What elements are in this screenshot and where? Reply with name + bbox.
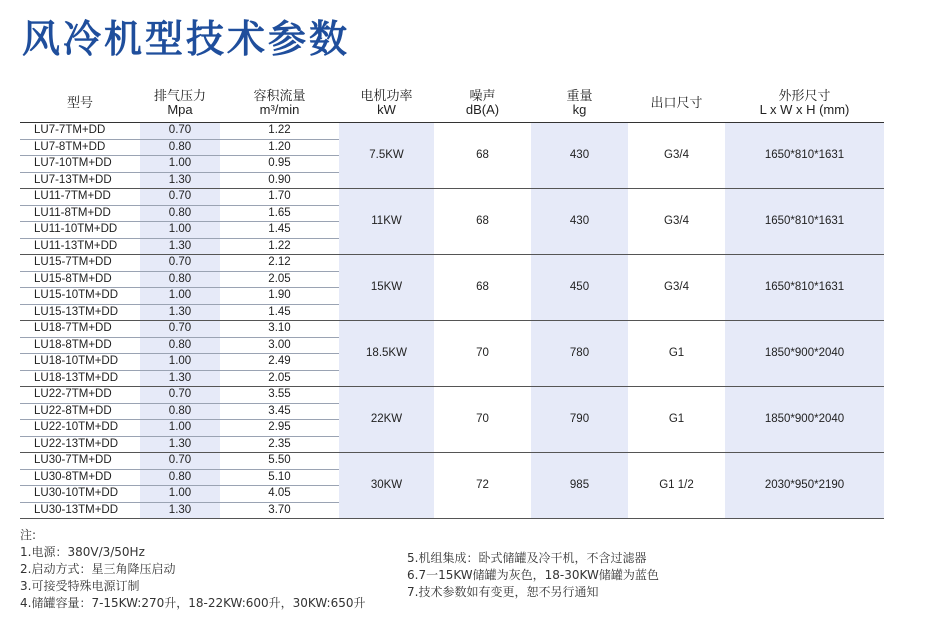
flow-cell: 5.50 — [220, 453, 339, 470]
flow-cell: 2.12 — [220, 255, 339, 272]
model-cell: LU11-13TM+DD — [20, 238, 140, 255]
dimensions-cell: 1650*810*1631 — [725, 255, 884, 321]
model-cell: LU7-8TM+DD — [20, 139, 140, 156]
flow-cell: 3.70 — [220, 502, 339, 519]
page-title: 风冷机型技术参数 — [22, 17, 351, 61]
model-cell: LU22-8TM+DD — [20, 403, 140, 420]
table-row — [20, 123, 884, 140]
outlet-cell: G3/4 — [628, 123, 725, 189]
model-cell: LU7-10TM+DD — [20, 156, 140, 173]
outlet-cell: G3/4 — [628, 189, 725, 255]
header-noise: 噪声 dB(A) — [434, 84, 531, 123]
pressure-cell: 0.70 — [140, 123, 220, 140]
pressure-cell: 1.00 — [140, 156, 220, 173]
model-cell: LU11-7TM+DD — [20, 189, 140, 206]
weight-cell: 790 — [531, 387, 628, 453]
header-flow: 容积流量 m³/min — [220, 84, 339, 123]
note-item: 7.技术参数如有变更，恕不另行通知 — [407, 585, 599, 599]
noise-cell: 68 — [434, 255, 531, 321]
note-item: 1.电源：380V/3/50Hz — [20, 545, 145, 559]
flow-cell: 3.10 — [220, 321, 339, 338]
note-item: 2.启动方式：星三角降压启动 — [20, 562, 176, 576]
pressure-cell: 0.70 — [140, 387, 220, 404]
header-row — [20, 84, 884, 123]
notes-right — [407, 550, 659, 601]
flow-cell: 1.22 — [220, 238, 339, 255]
pressure-cell: 1.00 — [140, 420, 220, 437]
model-cell: LU22-10TM+DD — [20, 420, 140, 437]
model-cell: LU18-7TM+DD — [20, 321, 140, 338]
table-row — [20, 387, 884, 404]
header-pressure: 排气压力 Mpa — [140, 84, 220, 123]
note-item: 5.机组集成：卧式储罐及冷干机，不含过滤器 — [407, 551, 647, 565]
flow-cell: 4.05 — [220, 486, 339, 503]
dimensions-cell: 1850*900*2040 — [725, 321, 884, 387]
pressure-cell: 0.70 — [140, 255, 220, 272]
weight-cell: 450 — [531, 255, 628, 321]
flow-cell: 1.45 — [220, 222, 339, 239]
outlet-cell: G1 1/2 — [628, 453, 725, 519]
flow-cell: 2.49 — [220, 354, 339, 371]
pressure-cell: 0.80 — [140, 469, 220, 486]
model-cell: LU30-13TM+DD — [20, 502, 140, 519]
table-row — [20, 321, 884, 338]
dimensions-cell: 2030*950*2190 — [725, 453, 884, 519]
header-dimensions: 外形尺寸 L x W x H (mm) — [725, 84, 884, 123]
pressure-cell: 1.00 — [140, 288, 220, 305]
flow-cell: 2.05 — [220, 271, 339, 288]
power-cell: 22KW — [339, 387, 434, 453]
noise-cell: 72 — [434, 453, 531, 519]
outlet-cell: G1 — [628, 387, 725, 453]
pressure-cell: 0.80 — [140, 271, 220, 288]
flow-cell: 1.90 — [220, 288, 339, 305]
pressure-cell: 0.80 — [140, 337, 220, 354]
flow-cell: 1.20 — [220, 139, 339, 156]
dimensions-cell: 1850*900*2040 — [725, 387, 884, 453]
model-cell: LU7-7TM+DD — [20, 123, 140, 140]
flow-cell: 5.10 — [220, 469, 339, 486]
outlet-cell: G3/4 — [628, 255, 725, 321]
flow-cell: 0.95 — [220, 156, 339, 173]
model-cell: LU11-8TM+DD — [20, 205, 140, 222]
pressure-cell: 1.30 — [140, 370, 220, 387]
power-cell: 15KW — [339, 255, 434, 321]
model-cell: LU30-10TM+DD — [20, 486, 140, 503]
weight-cell: 780 — [531, 321, 628, 387]
flow-cell: 3.00 — [220, 337, 339, 354]
model-cell: LU22-13TM+DD — [20, 436, 140, 453]
notes-left — [20, 527, 365, 612]
notes-heading: 注: — [20, 528, 37, 542]
pressure-cell: 0.80 — [140, 139, 220, 156]
model-cell: LU22-7TM+DD — [20, 387, 140, 404]
pressure-cell: 1.30 — [140, 502, 220, 519]
weight-cell: 985 — [531, 453, 628, 519]
pressure-cell: 0.70 — [140, 321, 220, 338]
model-cell: LU7-13TM+DD — [20, 172, 140, 189]
flow-cell: 3.55 — [220, 387, 339, 404]
flow-cell: 2.05 — [220, 370, 339, 387]
model-cell: LU15-7TM+DD — [20, 255, 140, 272]
spec-table — [20, 84, 884, 519]
table-row — [20, 453, 884, 470]
note-item: 3.可接受特殊电源订制 — [20, 579, 140, 593]
noise-cell: 68 — [434, 189, 531, 255]
model-cell: LU15-10TM+DD — [20, 288, 140, 305]
dimensions-cell: 1650*810*1631 — [725, 189, 884, 255]
pressure-cell: 0.80 — [140, 205, 220, 222]
flow-cell: 1.45 — [220, 304, 339, 321]
header-model: 型号 — [20, 84, 140, 123]
flow-cell: 1.70 — [220, 189, 339, 206]
power-cell: 18.5KW — [339, 321, 434, 387]
model-cell: LU18-8TM+DD — [20, 337, 140, 354]
model-cell: LU11-10TM+DD — [20, 222, 140, 239]
flow-cell: 2.95 — [220, 420, 339, 437]
flow-cell: 0.90 — [220, 172, 339, 189]
model-cell: LU30-7TM+DD — [20, 453, 140, 470]
pressure-cell: 0.70 — [140, 189, 220, 206]
power-cell: 11KW — [339, 189, 434, 255]
outlet-cell: G1 — [628, 321, 725, 387]
header-outlet: 出口尺寸 — [628, 84, 725, 123]
table-row — [20, 189, 884, 206]
pressure-cell: 1.00 — [140, 354, 220, 371]
header-power: 电机功率 kW — [339, 84, 434, 123]
note-item: 6.7一15KW储罐为灰色，18-30KW储罐为蓝色 — [407, 568, 659, 582]
pressure-cell: 0.80 — [140, 403, 220, 420]
note-item: 4.储罐容量：7-15KW:270升，18-22KW:600升，30KW:650升 — [20, 596, 366, 610]
pressure-cell: 1.00 — [140, 486, 220, 503]
noise-cell: 70 — [434, 387, 531, 453]
weight-cell: 430 — [531, 123, 628, 189]
model-cell: LU15-13TM+DD — [20, 304, 140, 321]
flow-cell: 2.35 — [220, 436, 339, 453]
noise-cell: 70 — [434, 321, 531, 387]
pressure-cell: 1.30 — [140, 172, 220, 189]
model-cell: LU15-8TM+DD — [20, 271, 140, 288]
pressure-cell: 1.00 — [140, 222, 220, 239]
noise-cell: 68 — [434, 123, 531, 189]
power-cell: 7.5KW — [339, 123, 434, 189]
header-weight: 重量 kg — [531, 84, 628, 123]
pressure-cell: 0.70 — [140, 453, 220, 470]
pressure-cell: 1.30 — [140, 304, 220, 321]
model-cell: LU18-13TM+DD — [20, 370, 140, 387]
power-cell: 30KW — [339, 453, 434, 519]
pressure-cell: 1.30 — [140, 238, 220, 255]
model-cell: LU30-8TM+DD — [20, 469, 140, 486]
weight-cell: 430 — [531, 189, 628, 255]
dimensions-cell: 1650*810*1631 — [725, 123, 884, 189]
pressure-cell: 1.30 — [140, 436, 220, 453]
flow-cell: 1.22 — [220, 123, 339, 140]
table-row — [20, 255, 884, 272]
model-cell: LU18-10TM+DD — [20, 354, 140, 371]
flow-cell: 1.65 — [220, 205, 339, 222]
flow-cell: 3.45 — [220, 403, 339, 420]
